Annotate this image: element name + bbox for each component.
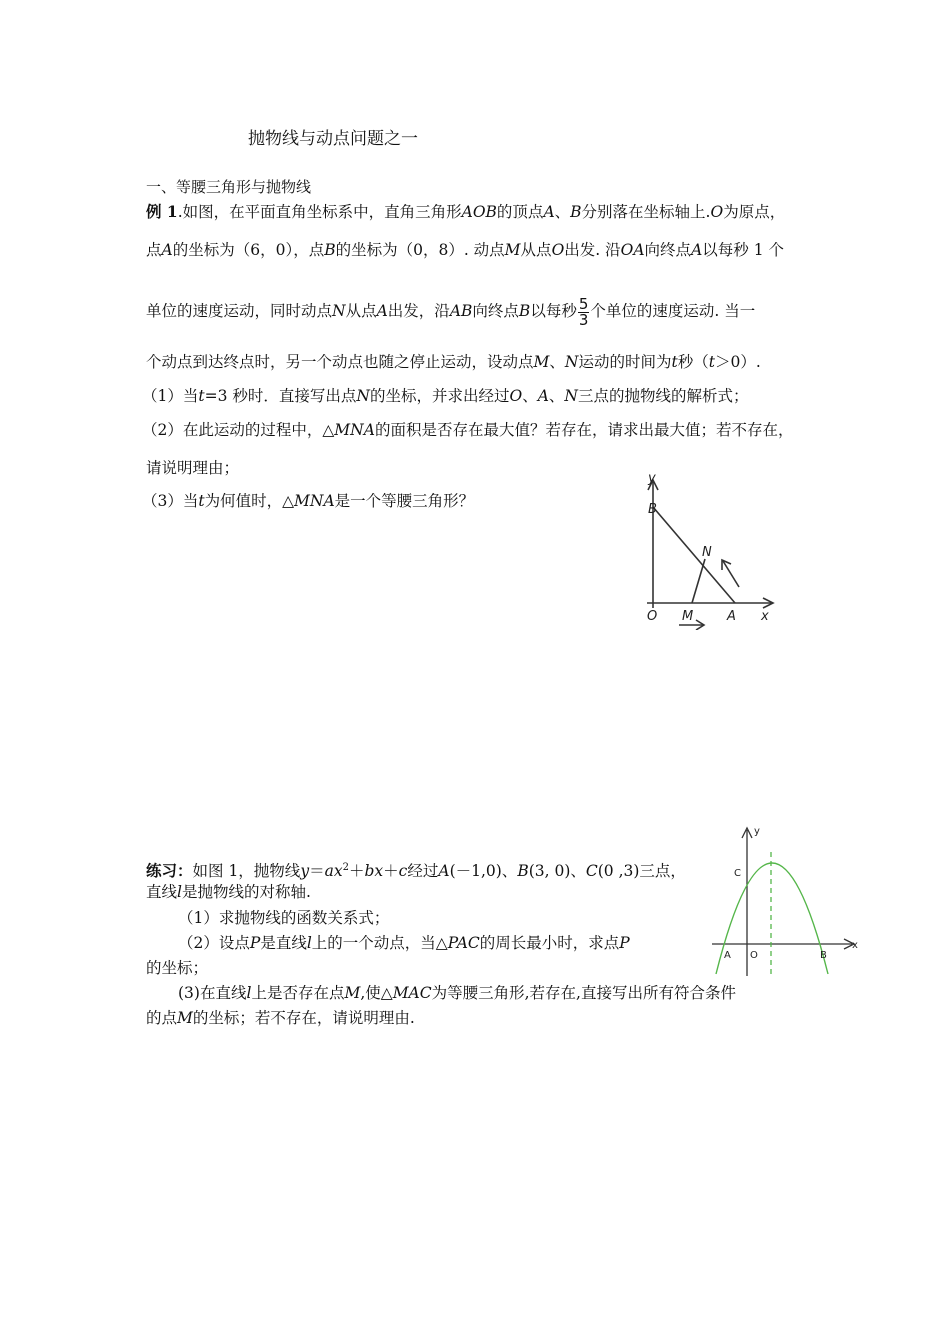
text: M: [344, 984, 361, 1002]
text: (0 ,3)三点，: [597, 862, 686, 881]
parabola-curve: [716, 863, 828, 974]
text: A: [691, 241, 703, 259]
section-heading: 一、等腰三角形与抛物线: [146, 178, 312, 196]
text: 的顶点: [496, 203, 544, 221]
text: PAC: [447, 934, 480, 952]
text: 、: [522, 387, 538, 405]
label-x: x: [852, 940, 858, 951]
text: 上的一个动点，当△: [311, 934, 448, 952]
example-label: 例 1: [146, 202, 178, 221]
question-3: [142, 491, 474, 511]
arrow-n-direction: [723, 561, 739, 587]
question-2-cont: 请说明理由；: [146, 459, 240, 477]
label-x: x: [761, 609, 769, 624]
text: 单位的速度运动，同时动点: [146, 302, 333, 320]
label-b: B: [820, 950, 827, 961]
practice-question-2-cont: 的坐标；: [146, 959, 209, 977]
text: l: [177, 883, 182, 901]
text: l: [306, 934, 312, 952]
text: O: [509, 387, 523, 405]
text: 点: [146, 241, 162, 259]
label-o: O: [647, 609, 658, 624]
text: O: [551, 241, 565, 259]
question-1: [142, 386, 749, 406]
question-2: [142, 420, 793, 440]
practice-label: 练习：: [146, 861, 193, 881]
text: P: [249, 934, 261, 952]
text: ＞0）.: [714, 353, 761, 371]
practice-question-3: [178, 983, 736, 1003]
text: t: [198, 492, 205, 510]
text: 分别落在坐标轴上.: [581, 203, 711, 221]
text: 2: [342, 862, 349, 873]
example-line-4: [146, 352, 761, 372]
text: （2）在此运动的过程中，△: [142, 421, 335, 439]
practice-question-3-cont: [146, 1008, 415, 1028]
text: =3 秒时．直接写出点: [204, 387, 357, 405]
example-line-1: [146, 202, 785, 222]
text: 的坐标为（6，0），点: [172, 241, 325, 259]
text: 向终点: [644, 241, 692, 259]
text: ＋: [383, 862, 399, 881]
text: A: [161, 241, 173, 259]
text: 是直线: [260, 934, 307, 952]
text: ＋: [348, 862, 365, 881]
fraction-five-thirds: [578, 294, 590, 329]
text: 上是否存在点: [251, 984, 345, 1002]
figure-1-triangle: [635, 468, 780, 630]
text: 的点: [146, 1009, 178, 1027]
text: 、: [548, 387, 565, 405]
text: y: [300, 862, 310, 881]
text: MNA: [294, 492, 335, 510]
text: O: [710, 203, 724, 221]
label-m: M: [682, 609, 694, 624]
label-a: A: [724, 950, 731, 961]
text: t: [708, 353, 715, 371]
text: 是抛物线的对称轴.: [181, 883, 311, 901]
text: bx: [364, 862, 384, 881]
text: 以每秒 1 个: [702, 241, 784, 259]
text: 运动的时间为: [578, 353, 672, 371]
label-o: O: [750, 950, 758, 961]
fraction-numerator: 5: [578, 294, 589, 313]
text: 出发，沿: [387, 302, 450, 320]
text: N: [564, 387, 578, 405]
text: A: [438, 862, 450, 881]
text: 秒（: [677, 353, 709, 371]
text: B: [324, 241, 336, 259]
label-n: N: [702, 545, 712, 560]
text: 的坐标为（0，8）. 动点: [335, 241, 505, 259]
practice-line-1: [146, 858, 686, 881]
text: B: [518, 302, 531, 320]
text: M: [177, 1009, 193, 1027]
text: 出发. 沿: [564, 241, 621, 259]
text: B: [517, 862, 529, 881]
text: ＝: [309, 862, 325, 881]
text: N: [332, 302, 346, 320]
text: 为原点，: [723, 203, 786, 221]
text: 经过: [407, 862, 439, 881]
text: 个动点到达终点时，另一个动点也随之停止运动，设动点: [146, 353, 534, 371]
text: ax: [324, 862, 343, 881]
text: 的周长最小时，求点: [479, 934, 620, 952]
text: M: [504, 241, 521, 259]
text: .如图，在平面直角坐标系中，直角三角形: [177, 203, 462, 221]
text: 个单位的速度运动. 当一: [590, 302, 756, 320]
text: 如图 1，抛物线: [192, 862, 301, 881]
text: (－1,0)、: [449, 862, 518, 881]
text: M: [533, 353, 550, 371]
text: 向终点: [472, 302, 519, 320]
text: 的面积是否存在最大值？若存在，请求出最大值；若不存在，: [374, 421, 794, 439]
practice-question-2: [178, 933, 630, 953]
text: （3）当: [142, 492, 199, 510]
text: B: [570, 203, 582, 221]
text: N: [564, 353, 579, 371]
practice-line-2: [146, 882, 311, 902]
text: P: [619, 934, 630, 952]
text: A: [543, 203, 555, 221]
text: （2）设点: [178, 934, 250, 952]
text: 直线: [146, 883, 178, 901]
text: 、: [549, 353, 565, 371]
text: l: [246, 984, 252, 1002]
text: (3)在直线: [178, 984, 247, 1002]
text: MAC: [392, 984, 432, 1002]
text: C: [585, 862, 598, 881]
label-c: C: [734, 868, 741, 879]
text: 的坐标，并求出经过: [369, 387, 510, 405]
fraction-denominator: 3: [578, 310, 589, 329]
label-a: A: [727, 609, 736, 624]
segment-mn: [692, 559, 705, 603]
figure-2-parabola: [712, 822, 862, 980]
text: (3, 0)、: [528, 862, 586, 881]
label-b: B: [648, 502, 657, 517]
practice-question-1: （1）求抛物线的函数关系式；: [178, 909, 390, 927]
label-y: y: [648, 471, 656, 486]
text: 以每秒: [530, 302, 577, 320]
text: t: [198, 387, 205, 405]
text: 是一个等腰三角形？: [334, 492, 475, 510]
text: t: [671, 353, 678, 371]
text: c: [398, 862, 408, 881]
text: OA: [620, 241, 645, 259]
text: 从点: [345, 302, 377, 320]
text: A: [537, 387, 549, 405]
text: N: [356, 387, 370, 405]
text: 的坐标；若不存在，请说明理由.: [192, 1009, 415, 1027]
example-line-2: [146, 240, 784, 260]
segment-ab: [653, 507, 735, 603]
page-title: 抛物线与动点问题之一: [248, 129, 418, 149]
text: 为等腰三角形,若存在,直接写出所有符合条件: [431, 984, 736, 1002]
text: AOB: [461, 203, 497, 221]
text: （1）当: [142, 387, 199, 405]
example-line-3: [146, 296, 755, 328]
text: 为何值时，△: [204, 492, 295, 510]
text: 三点的抛物线的解析式；: [577, 387, 749, 405]
label-y: y: [754, 826, 760, 837]
text: 、: [554, 203, 571, 221]
text: ,使△: [360, 984, 393, 1002]
text: 从点: [520, 241, 552, 259]
text: A: [376, 302, 388, 320]
text: AB: [449, 302, 473, 320]
text: MNA: [334, 421, 375, 439]
